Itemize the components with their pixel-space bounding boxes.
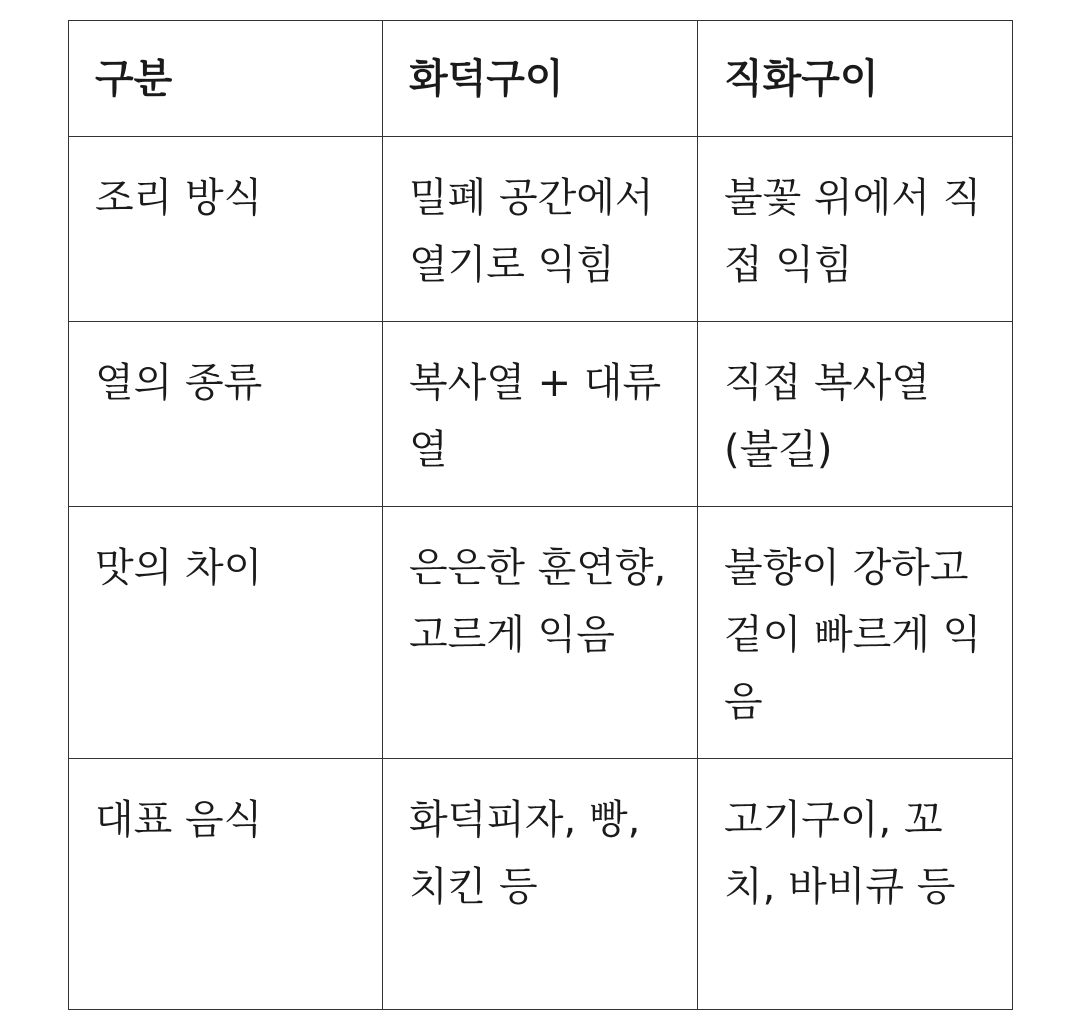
table-body xyxy=(69,137,1013,1010)
cell-oven-taste-difference: 은은한 훈연향, 고르게 익음 xyxy=(383,507,698,759)
table-header xyxy=(69,21,1013,137)
row-label-taste-difference: 맛의 차이 xyxy=(69,507,383,759)
table-row xyxy=(69,507,1013,759)
header-category: 구분 xyxy=(69,21,383,137)
table-row xyxy=(69,322,1013,507)
table-row xyxy=(69,137,1013,322)
cell-direct-taste-difference: 불향이 강하고 겉이 빠르게 익음 xyxy=(698,507,1013,759)
header-oven-grill: 화덕구이 xyxy=(383,21,698,137)
row-label-cooking-method: 조리 방식 xyxy=(69,137,383,322)
header-direct-grill: 직화구이 xyxy=(698,21,1013,137)
cell-direct-heat-type: 직접 복사열 (불길) xyxy=(698,322,1013,507)
header-row xyxy=(69,21,1013,137)
row-label-heat-type: 열의 종류 xyxy=(69,322,383,507)
cell-oven-heat-type: 복사열 + 대류열 xyxy=(383,322,698,507)
cell-oven-representative-food: 화덕피자, 빵, 치킨 등 xyxy=(383,759,698,1010)
comparison-table xyxy=(68,20,1013,1010)
table-row xyxy=(69,759,1013,1010)
cell-oven-cooking-method: 밀폐 공간에서 열기로 익힘 xyxy=(383,137,698,322)
cell-direct-representative-food: 고기구이, 꼬치, 바비큐 등 xyxy=(698,759,1013,1010)
comparison-table-container xyxy=(68,20,1012,1010)
cell-direct-cooking-method: 불꽃 위에서 직접 익힘 xyxy=(698,137,1013,322)
row-label-representative-food: 대표 음식 xyxy=(69,759,383,1010)
